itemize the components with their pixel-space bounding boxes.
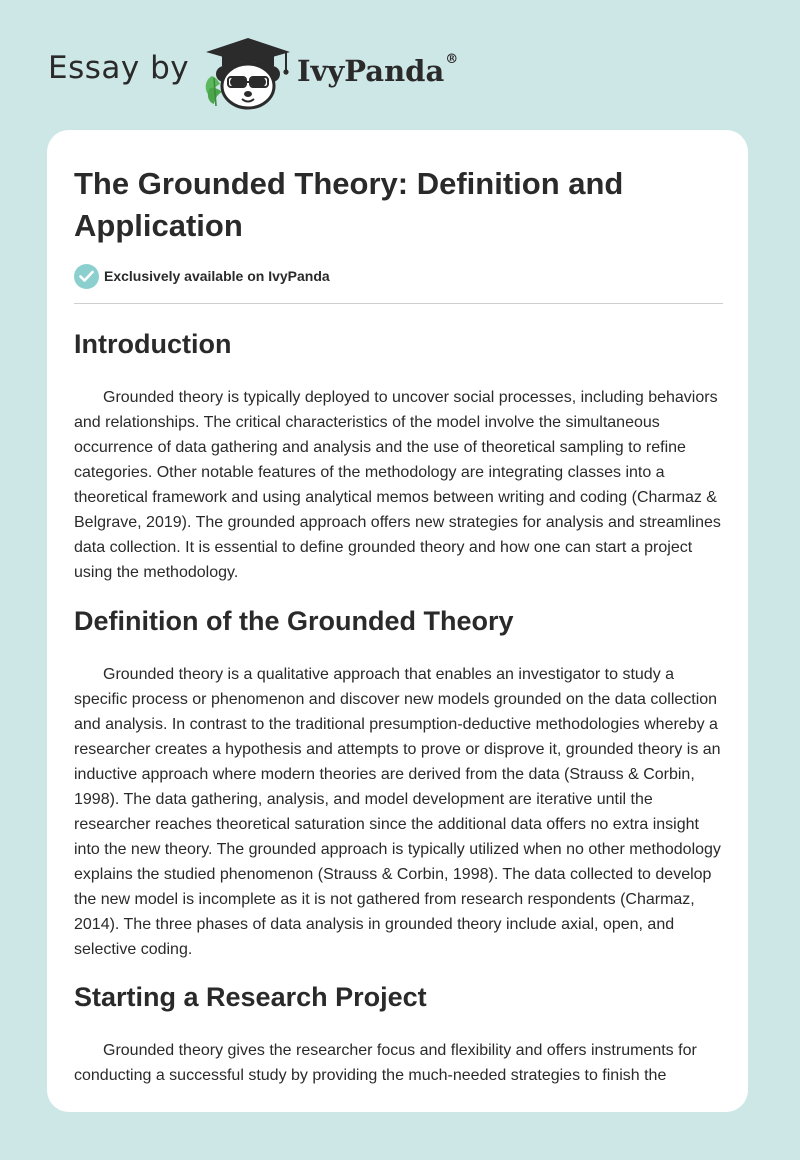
- paragraph-introduction: Grounded theory is typically deployed to uncover social processes, including behaviors and relationships. The critical characteristics of the model involve the simultaneous occurrence of data gathering and analysis and the use of theoretical sampling to refine categories. Other notable features of the methodology are integrating classes into a theoretical framework and using analytical memos between writing and coding (Charmaz & Belgrave, 2019). The grounded approach offers new strategies for analysis and streamlines data collection. It is essential to define grounded theory and how one can start a project using the methodology.: [74, 389, 721, 581]
- panda-graduate-icon[interactable]: [200, 36, 292, 110]
- badge-text: Exclusively available on IvyPanda: [104, 268, 330, 284]
- divider: [74, 303, 723, 304]
- registered-mark: ®: [445, 52, 459, 67]
- exclusive-badge: [74, 262, 330, 290]
- essay-card: [47, 130, 748, 1112]
- check-circle-icon: [74, 264, 99, 289]
- page-title: The Grounded Theory: Definition and Application: [74, 166, 624, 243]
- paragraph-definition: Grounded theory is a qualitative approach that enables an investigator to study a specific process or phenomenon and discover new models grounded on the data collection and analysis. In contrast to the traditional presumption-deductive methodologies whereby a researcher creates a hypothesis and attempts to prove or disprove it, grounded theory is an inductive approach where modern theories are derived from the data (Strauss & Corbin, 1998). The data gathering, analysis, and model development are iterative until the researcher reaches theoretical saturation since the additional data offers no extra insight into the new theory. The grounded approach is typically utilized when no other methodology explains the studied phenomenon (Strauss & Corbin, 1998). The data collected to develop the new model is incomplete as it is not gathered from research respondents (Charmaz, 2014). The three phases of data analysis in grounded theory include axial, open, and selective coding.: [74, 666, 721, 958]
- section-heading-starting-project: Starting a Research Project: [74, 982, 427, 1012]
- section-heading-definition: Definition of the Grounded Theory: [74, 606, 514, 636]
- paragraph-starting-project: Grounded theory gives the researcher focus and flexibility and offers instruments for conducting a successful study by providing the much-needed strategies to finish the: [74, 1042, 697, 1084]
- panda-face-icon: [216, 64, 280, 108]
- site-header: [0, 0, 800, 130]
- brand-prefix: Essay by: [48, 50, 190, 86]
- brand-name-text: IvyPanda: [297, 54, 445, 88]
- brand-name[interactable]: [297, 54, 458, 88]
- section-heading-introduction: Introduction: [74, 329, 232, 359]
